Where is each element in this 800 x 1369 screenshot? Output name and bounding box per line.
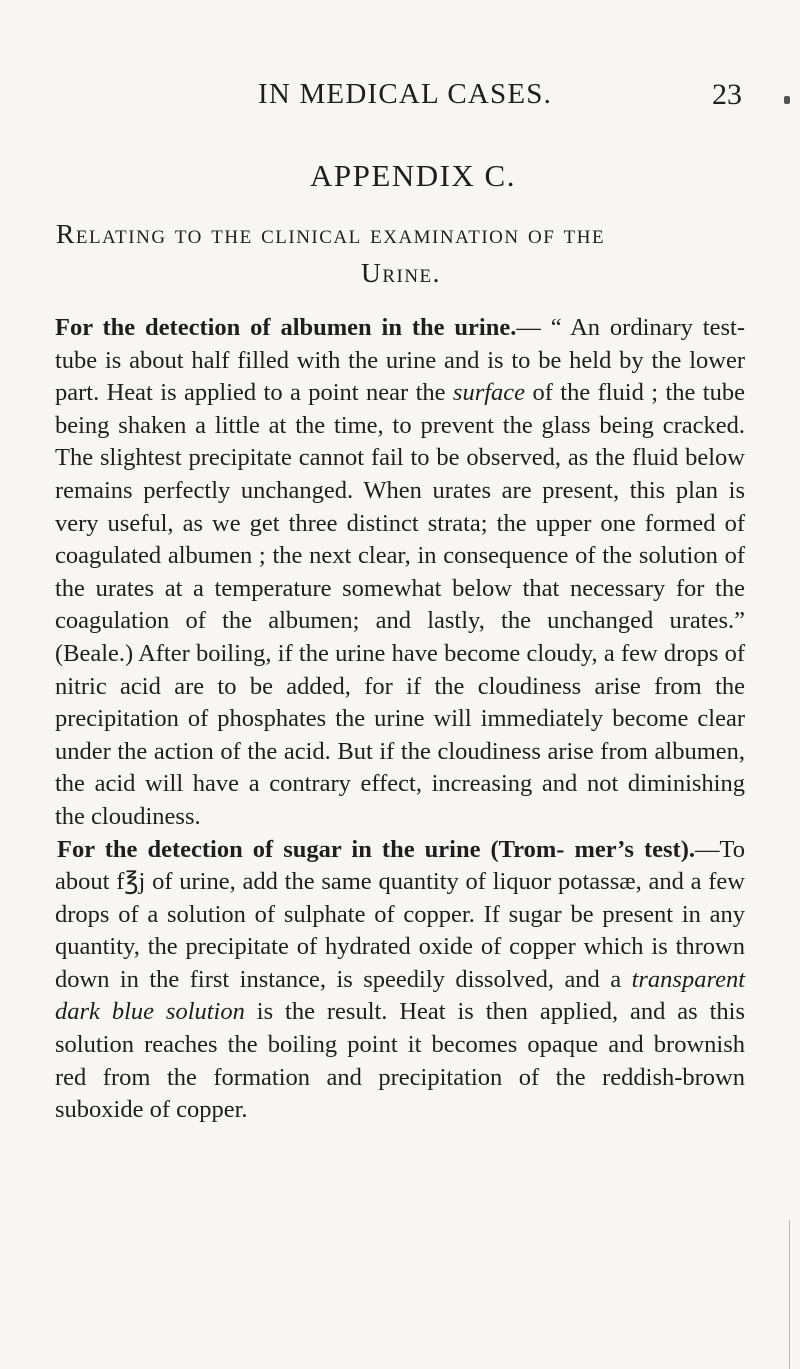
paragraph-lead: For the detection of sugar in the urine (Trom- mer’s test). <box>57 835 695 863</box>
appendix-subtitle <box>56 214 746 293</box>
margin-speck <box>784 96 790 104</box>
subtitle-line-2: Urine. <box>360 256 442 288</box>
emphasis-text: transparent dark blue solution <box>55 965 745 1026</box>
paragraph-text: of the fluid ; the tube being shaken a little at the time, to prevent the glass being cracked. The slightest precipitate cannot fail to be observed, as the fluid below remains perfectly unchanged. When urates are present, this plan is very useful, as we get three distinct strata; the upper one formed of coagulated albumen ; the next clear, in consequence of the solution of the urates at a temperature somewhat below that necessary for the coagulation of the albumen; and lastly, the unchanged urates.” (Beale.) After boiling, if the urine have become cloudy, a few drops of nitric acid are to be added, for if the cloudiness arise from the precipitation of phosphates the urine will immediately become clear under the action of the acid. But if the cloudiness arise from albumen, the acid will have a contrary effect, increasing and not diminishing the cloudiness. <box>55 379 745 830</box>
paragraph-text: — “ An ordinary test-tube is about half filled with the urine and is to be held by the lower part. Heat is applied to a point near the <box>55 314 745 407</box>
page-edge-line <box>789 1220 790 1369</box>
running-head <box>0 78 800 118</box>
appendix-title: APPENDIX C. <box>310 158 516 193</box>
body-text <box>55 312 745 1127</box>
paragraph-text: is the result. Heat is then applied, and as this solution reaches the boiling point it becomes opaque and brownish red from the formation and precipitation of the reddish-brown suboxide of copper. <box>55 998 745 1124</box>
paragraph-lead: For the detection of albumen in the urine. <box>55 314 517 341</box>
emphasis-text: surface <box>452 379 526 407</box>
running-title: IN MEDICAL CASES. <box>258 78 553 110</box>
paragraph-sugar <box>55 834 745 1127</box>
page-number: 23 <box>712 78 742 111</box>
paragraph-text: —To about f℥j of urine, add the same quantity of liquor potassæ, and a few drops of a solution of sulphate of copper. If sugar be present in any quantity, the precipitate of hydrated oxide of copper which is thrown down in the first instance, is speedily dissolved, and a <box>55 835 745 993</box>
paragraph-albumen <box>55 312 745 834</box>
subtitle-line-1: Relating to the clinical examination of the <box>56 218 606 249</box>
